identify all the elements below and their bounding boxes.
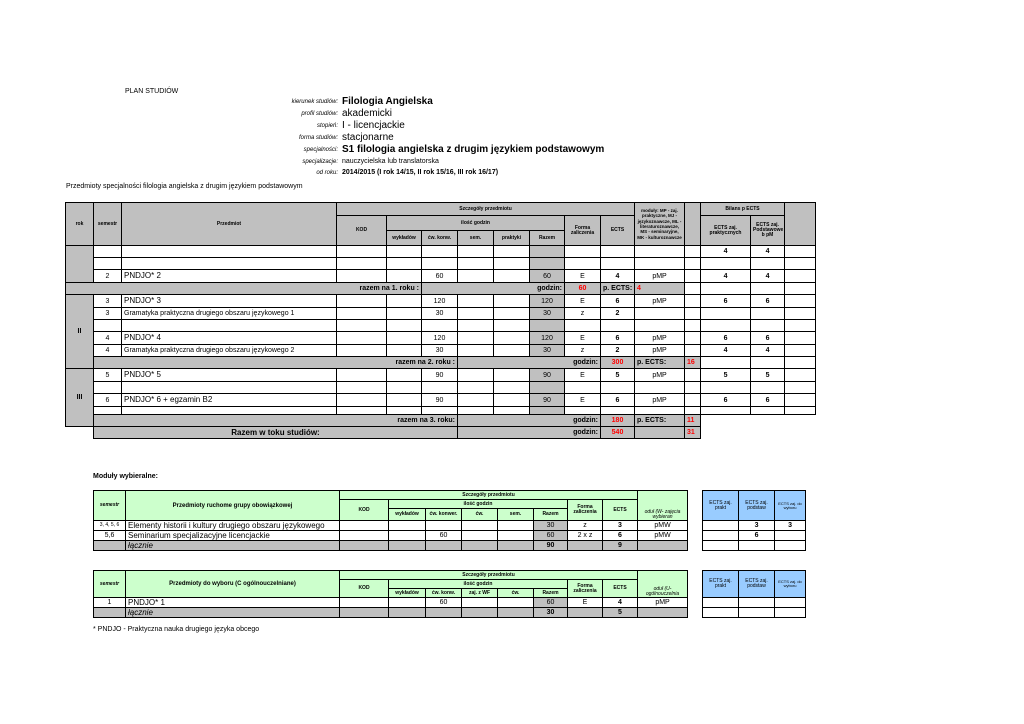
- forma-cell: 2 x z: [568, 531, 603, 541]
- table-row: [66, 308, 816, 320]
- module-cell: pMW: [638, 531, 688, 541]
- subject-name: PNDJO* 1: [126, 598, 340, 608]
- summary-ects: 11: [685, 415, 701, 427]
- table-row: [94, 598, 806, 608]
- hours-cell: 90: [422, 369, 458, 382]
- subject-name: PNDJO* 5: [122, 369, 337, 382]
- sum-label: łącznie: [126, 541, 340, 551]
- forma-cell: E: [565, 295, 601, 308]
- ects-cell: 6: [601, 332, 635, 345]
- forma-cell: E: [568, 598, 603, 608]
- ects-podstaw-value: 3: [739, 521, 775, 531]
- col-sem: sem.: [458, 231, 494, 246]
- main-plan-table: [65, 202, 816, 439]
- razem-cell: 90: [530, 369, 565, 382]
- summary-pects: p. ECTS:: [635, 415, 685, 427]
- bilans-value: 4: [701, 246, 751, 258]
- plan-heading: PLAN STUDIÓW: [125, 88, 179, 95]
- col-semestr: semestr: [94, 491, 126, 521]
- razem-cell: 120: [530, 295, 565, 308]
- col-kod: KOD: [340, 500, 389, 521]
- semestr-cell: 3, 4, 5, 6: [94, 521, 126, 531]
- bilans-value: 6: [751, 394, 785, 407]
- col-razem: Razem: [534, 589, 568, 598]
- rok-cell: II: [66, 295, 94, 369]
- bilans-value: 5: [751, 369, 785, 382]
- semestr-cell: 6: [94, 394, 122, 407]
- razem-cell: 60: [534, 531, 568, 541]
- rok-cell: [66, 246, 94, 283]
- table-row: [66, 345, 816, 357]
- summary-hours: 180: [601, 415, 635, 427]
- module-cell: pMP: [635, 345, 685, 357]
- field-value: I - licencjackie: [342, 120, 405, 131]
- bilans-value: 4: [751, 246, 785, 258]
- bilans-value: 6: [751, 295, 785, 308]
- summary-label: razem na 3. roku:: [94, 415, 458, 427]
- table-row: [66, 332, 816, 345]
- field-value: Filologia Angielska: [342, 96, 433, 107]
- field-label: forma studiów:: [298, 135, 338, 141]
- forma-cell: E: [565, 270, 601, 283]
- optional-sum: [94, 608, 806, 618]
- col-ects: ECTS: [603, 500, 638, 521]
- col-razem: Razem: [530, 231, 565, 246]
- summary-pects: p. ECTS:: [635, 357, 685, 369]
- elective-sum: [94, 541, 806, 551]
- summary-ects: 16: [685, 357, 701, 369]
- sum-label: łącznie: [126, 608, 340, 618]
- razem-cell: 30: [530, 308, 565, 320]
- col-cw-konwer: ćw. konwer.: [426, 509, 462, 521]
- razem-cell: 60: [530, 270, 565, 283]
- total-hours: 540: [601, 427, 635, 439]
- table-row: [94, 531, 806, 541]
- table-row: [66, 394, 816, 407]
- summary-ects: 4: [635, 283, 685, 295]
- year-summary: [66, 283, 816, 295]
- col-ects-prakt: ECTS zaj. prakt: [703, 571, 739, 598]
- field-label: stopień:: [316, 123, 338, 129]
- col-forma: Forma zaliczenia: [568, 500, 603, 521]
- bilans-value: 6: [701, 295, 751, 308]
- total-godzin: godzin:: [458, 427, 601, 439]
- hours-cell: 60: [426, 598, 462, 608]
- hours-cell: 30: [422, 308, 458, 320]
- col-przedmioty: Przedmioty do wyboru (C ogólnouczelniane): [126, 571, 340, 598]
- ects-cell: 3: [603, 521, 638, 531]
- sum-razem: 90: [534, 541, 568, 551]
- col-szczegoly: Szczegóły przedmiotu: [340, 491, 638, 500]
- hours-cell: 120: [422, 295, 458, 308]
- study-info: [236, 96, 740, 178]
- col-cw: ćw.: [498, 589, 534, 598]
- col-ects-wybor: ECTS zaj. do wyboru: [775, 491, 806, 521]
- ects-wybor-value: [775, 531, 806, 541]
- col-ilosc-godzin: ilość godzin: [389, 500, 568, 509]
- col-ilosc-godzin: ilość godzin: [389, 580, 568, 589]
- table-row: [66, 270, 816, 283]
- ects-cell: 2: [601, 345, 635, 357]
- ects-cell: 5: [601, 369, 635, 382]
- optional-table: [93, 570, 806, 618]
- field-value: S1 filologia angielska z drugim językiem podstawowym: [342, 144, 605, 155]
- section-title: Przedmioty specjalności filologia angielska z drugim językiem podstawowym: [66, 183, 303, 190]
- col-cw: ćw.: [462, 509, 498, 521]
- forma-cell: z: [565, 308, 601, 320]
- field-value: nauczycielska lub translatorska: [342, 158, 439, 165]
- subject-name: PNDJO* 4: [122, 332, 337, 345]
- col-ects-podstaw: ECTS zaj. podstaw: [739, 491, 775, 521]
- module-cell: pMP: [635, 394, 685, 407]
- year-summary: [66, 415, 816, 427]
- col-ects-prakt: ECTS zaj. praktycznych: [701, 216, 751, 246]
- bilans-value: 4: [701, 270, 751, 283]
- summary-label: razem na 2. roku :: [94, 357, 458, 369]
- field-label: od roku:: [316, 169, 338, 176]
- col-wykladow: wykładów: [387, 231, 422, 246]
- field-value: stacjonarne: [342, 132, 394, 143]
- hours-cell: 30: [422, 345, 458, 357]
- field-value: 2014/2015 (I rok 14/15, II rok 15/16, III rok 16/17): [342, 169, 499, 176]
- col-semestr: semestr: [94, 571, 126, 598]
- col-wykladow: wykładów: [389, 509, 426, 521]
- col-ects-wybor: ECTS zaj. do wyboru: [775, 571, 806, 598]
- field-label: profil studiów:: [301, 111, 338, 117]
- summary-hours: 300: [601, 357, 635, 369]
- col-moduly: moduły: MP - zaj. praktyczne, MJ - językoznawcze, ML - literaturoznawcze, MS - seminaryjne, MK - kulturoznawcze: [635, 203, 685, 246]
- hours-cell: 90: [422, 394, 458, 407]
- forma-cell: E: [565, 394, 601, 407]
- ects-wybor-value: 3: [775, 521, 806, 531]
- subject-name: Gramatyka praktyczna drugiego obszaru językowego 2: [122, 345, 337, 357]
- hours-cell: 60: [426, 531, 462, 541]
- summary-hours: 60: [565, 283, 601, 295]
- col-kod: KOD: [340, 580, 389, 598]
- col-szczegoly: Szczegóły przedmiotu: [337, 203, 635, 216]
- ects-podstaw-value: 6: [739, 531, 775, 541]
- bilans-value: 4: [751, 270, 785, 283]
- rok-cell: III: [66, 369, 94, 427]
- ects-cell: 6: [603, 531, 638, 541]
- subject-name: Gramatyka praktyczna drugiego obszaru językowego 1: [122, 308, 337, 320]
- grand-total: [66, 427, 816, 439]
- semestr-cell: 4: [94, 345, 122, 357]
- module-cell: pMP: [635, 270, 685, 283]
- col-forma: Forma zaliczenia: [565, 216, 601, 246]
- bilans-value: 4: [751, 345, 785, 357]
- summary-godzin: godzin:: [458, 415, 601, 427]
- summary-pects: p. ECTS:: [601, 283, 635, 295]
- razem-cell: 120: [530, 332, 565, 345]
- module-cell: pMW: [638, 521, 688, 531]
- col-przedmioty: Przedmioty ruchome grupy obowiązkowej: [126, 491, 340, 521]
- col-praktyki: praktyki: [494, 231, 530, 246]
- bilans-value: 4: [701, 345, 751, 357]
- sum-ects: 9: [603, 541, 638, 551]
- ects-cell: 2: [601, 308, 635, 320]
- total-label: Razem w toku studiów:: [94, 427, 458, 439]
- subject-name: PNDJO* 3: [122, 295, 337, 308]
- col-ects: ECTS: [601, 216, 635, 246]
- col-zaj-wf: zaj. z WF: [462, 589, 498, 598]
- col-szczegoly: Szczegóły przedmiotu: [340, 571, 638, 580]
- bilans-value: 6: [751, 332, 785, 345]
- semestr-cell: 4: [94, 332, 122, 345]
- col-ects-pm: ECTS zaj. Podstawowe b pM: [751, 216, 785, 246]
- col-forma: Forma zaliczenia: [568, 580, 603, 598]
- module-cell: pMP: [635, 369, 685, 382]
- col-wykladow: wykładów: [389, 589, 426, 598]
- col-ects-podstaw: ECTS zaj. podstaw: [739, 571, 775, 598]
- col-modul: oduł (U-ogólnouczelnia: [638, 571, 688, 598]
- bilans-value: 5: [701, 369, 751, 382]
- sum-razem: 30: [534, 608, 568, 618]
- summary-godzin: godzin:: [422, 283, 565, 295]
- col-sem: sem.: [498, 509, 534, 521]
- elective-title: Moduły wybieralne:: [93, 473, 158, 480]
- col-razem: Razem: [534, 509, 568, 521]
- year-summary: [66, 357, 816, 369]
- elective-table: [93, 490, 806, 551]
- forma-cell: E: [565, 332, 601, 345]
- forma-cell: E: [565, 369, 601, 382]
- col-modul: oduł (W- zajęcia wybieran: [638, 491, 688, 521]
- col-ects: ECTS: [603, 580, 638, 598]
- subject-name: Seminarium specjalizacyjne licencjackie: [126, 531, 340, 541]
- summary-godzin: godzin:: [458, 357, 601, 369]
- bilans-value: 6: [701, 332, 751, 345]
- razem-cell: 30: [534, 521, 568, 531]
- semestr-cell: 2: [94, 270, 122, 283]
- razem-cell: 60: [534, 598, 568, 608]
- forma-cell: z: [568, 521, 603, 531]
- table-row: [66, 295, 816, 308]
- footnote: * PNDJO - Praktyczna nauka drugiego języka obcego: [93, 626, 260, 633]
- total-ects: 31: [685, 427, 701, 439]
- hours-cell: [426, 521, 462, 531]
- sum-ects: 5: [603, 608, 638, 618]
- field-value: akademicki: [342, 108, 393, 119]
- razem-cell: 90: [530, 394, 565, 407]
- col-semestr: semestr: [94, 203, 122, 246]
- semestr-cell: 3: [94, 308, 122, 320]
- table-row: [66, 369, 816, 382]
- forma-cell: z: [565, 345, 601, 357]
- subject-name: PNDJO* 2: [122, 270, 337, 283]
- col-bilans: Bilans p ECTS: [701, 203, 785, 216]
- summary-label: razem na 1. roku :: [66, 283, 422, 295]
- module-cell: pMP: [635, 295, 685, 308]
- col-ects-prakt: ECTS zaj. prakt: [703, 491, 739, 521]
- semestr-cell: 5: [94, 369, 122, 382]
- bilans-value: 6: [701, 394, 751, 407]
- module-cell: pMP: [635, 332, 685, 345]
- col-ilosc-godzin: ilość godzin: [387, 216, 565, 231]
- field-label: specjalizacje:: [302, 158, 338, 165]
- col-kod: KOD: [337, 216, 387, 246]
- col-rok: rok: [66, 203, 94, 246]
- hours-cell: 60: [422, 270, 458, 283]
- subject-name: PNDJO* 6 + egzamin B2: [122, 394, 337, 407]
- semestr-cell: 5,6: [94, 531, 126, 541]
- col-przedmiot: Przedmiot: [122, 203, 337, 246]
- semestr-cell: 3: [94, 295, 122, 308]
- table-row: [94, 521, 806, 531]
- col-cw-konw: ćw. konw.: [422, 231, 458, 246]
- ects-cell: 6: [601, 295, 635, 308]
- field-label: specjalności:: [303, 147, 338, 153]
- hours-cell: 120: [422, 332, 458, 345]
- subject-name: Elementy historii i kultury drugiego obszaru językowego: [126, 521, 340, 531]
- field-label: kierunek studiów:: [291, 99, 338, 105]
- ects-cell: 4: [601, 270, 635, 283]
- semestr-cell: 1: [94, 598, 126, 608]
- col-cw-konw: ćw. konw.: [426, 589, 462, 598]
- ects-cell: 4: [603, 598, 638, 608]
- ects-cell: 6: [601, 394, 635, 407]
- razem-cell: 30: [530, 345, 565, 357]
- module-cell: pMP: [638, 598, 688, 608]
